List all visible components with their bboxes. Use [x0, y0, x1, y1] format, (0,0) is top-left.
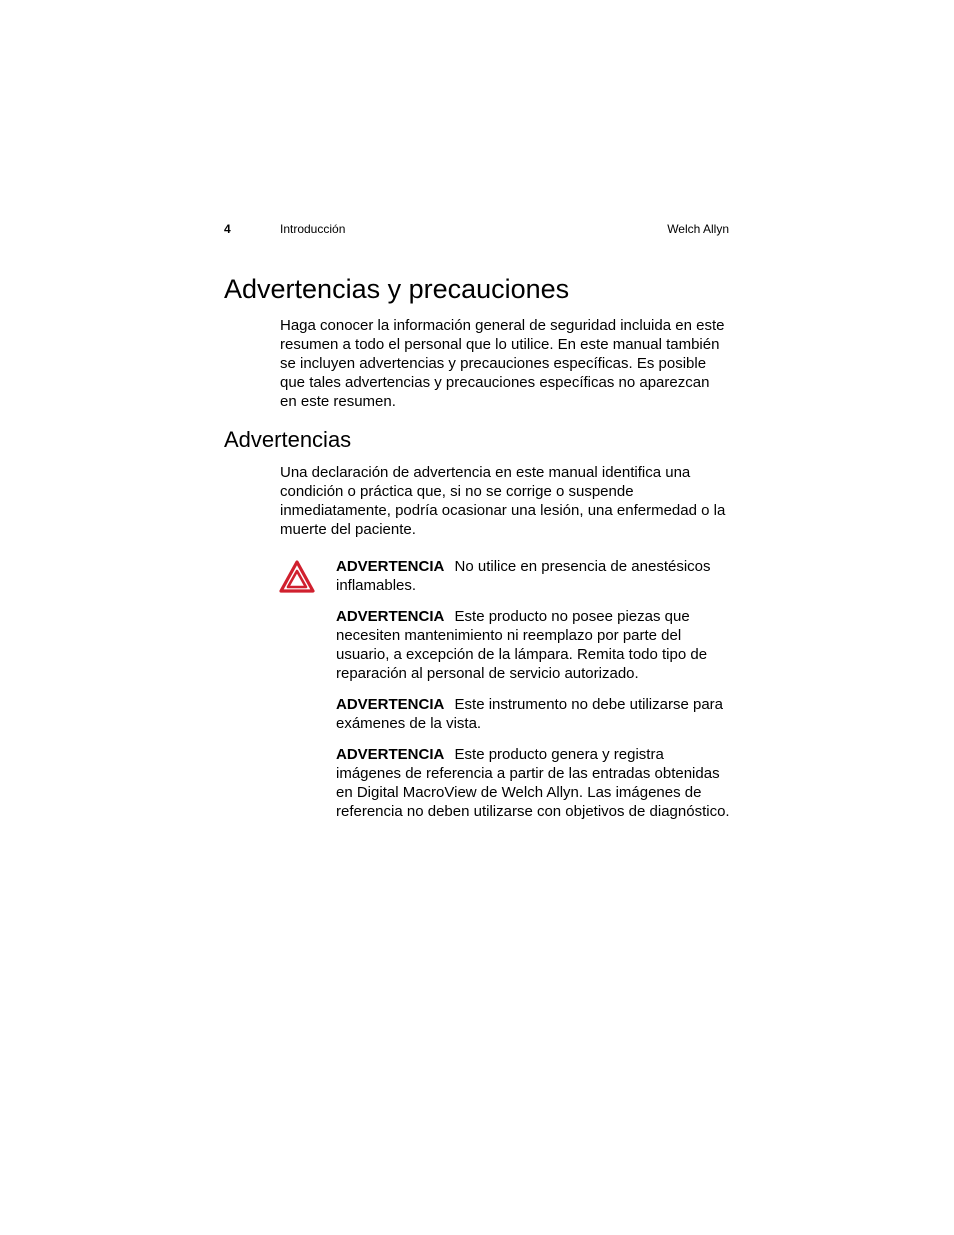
warning-label: ADVERTENCIA	[336, 746, 445, 763]
page-number: 4	[224, 222, 231, 236]
warning-item	[336, 745, 732, 821]
warning-text: Este producto genera y registra imágenes de referencia a partir de las entradas obtenidas en Digital MacroView de Welch Allyn. Las imágenes de referencia no deben utilizarse con objetivos de diagnóstico.	[336, 746, 730, 820]
running-header	[224, 221, 729, 237]
warning-label: ADVERTENCIA	[336, 696, 445, 713]
warning-triangle-icon	[279, 560, 315, 593]
intro-paragraph: Haga conocer la información general de seguridad incluida en este resumen a todo el personal que lo utilice. En este manual también se incluyen advertencias y precauciones específicas. Es posible que tales advertencias y precauciones específicas no aparezcan en este resumen.	[280, 317, 725, 410]
warning-label: ADVERTENCIA	[336, 558, 445, 575]
warning-label: ADVERTENCIA	[336, 608, 445, 625]
brand-name: Welch Allyn	[667, 222, 729, 236]
warning-text: No utilice en presencia de anestésicos inflamables.	[336, 558, 711, 594]
warning-item	[336, 607, 732, 683]
warning-text: Este producto no posee piezas que necesiten mantenimiento ni reemplazo por parte del usuario, a excepción de la lámpara. Remita todo tipo de reparación al personal de servicio autorizado.	[336, 608, 708, 682]
section-paragraph: Una declaración de advertencia en este manual identifica una condición o práctica que, si no se corrige o suspende inmediatamente, podría ocasionar una lesión, una enfermedad o la muerte del paciente.	[280, 464, 726, 538]
section-heading: Advertencias	[224, 427, 352, 452]
warnings-list	[336, 557, 732, 833]
warning-item	[336, 695, 732, 733]
warning-text: Este instrumento no debe utilizarse para exámenes de la vista.	[336, 696, 723, 732]
warning-item	[336, 557, 732, 595]
page-title: Advertencias y precauciones	[224, 274, 570, 304]
running-section-name: Introducción	[280, 222, 346, 236]
